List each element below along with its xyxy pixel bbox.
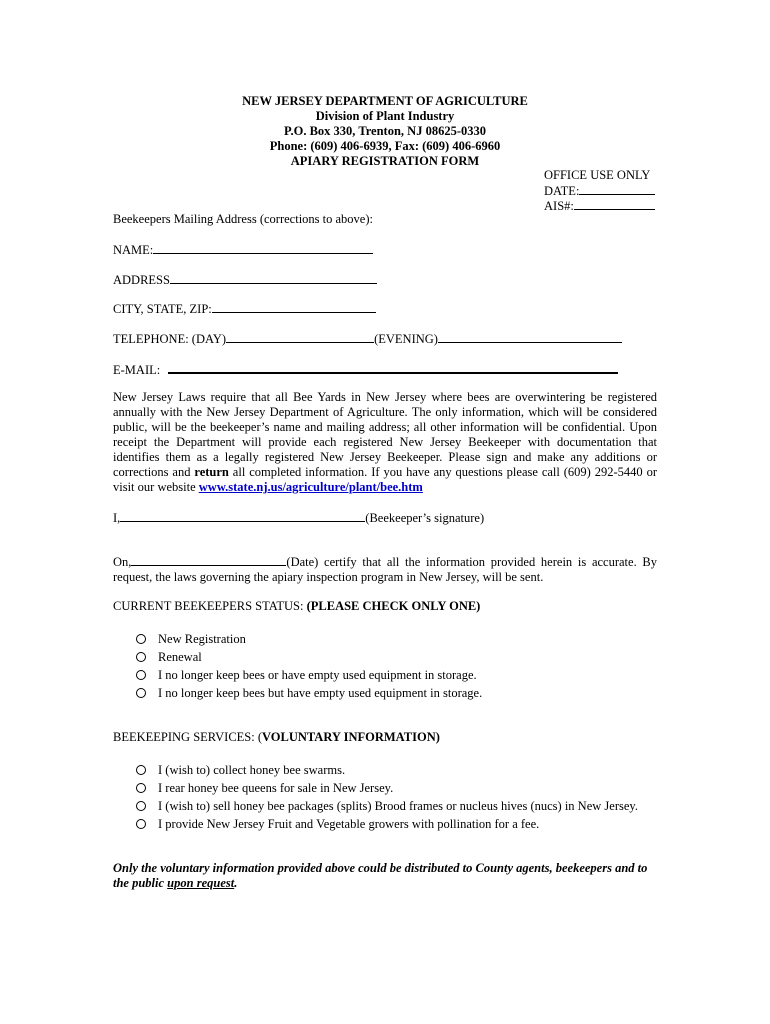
status-option[interactable] [136,650,202,665]
services-heading-text: BEEKEEPING SERVICES: ( [113,730,262,744]
mailing-heading: Beekeepers Mailing Address (corrections to above): [113,212,373,226]
telephone-day-field[interactable] [226,331,374,343]
service-option[interactable] [136,817,539,832]
status-heading [113,599,480,614]
office-date-label: DATE: [544,184,580,198]
return-word: return [194,465,229,479]
service-option-label: I (wish to) collect honey bee swarms. [158,763,346,777]
footer-end: . [234,876,238,890]
service-option-label: I provide New Jersey Fruit and Vegetable growers with pollination for a fee. [158,817,540,831]
name-label: NAME: [113,243,154,257]
address-row [113,272,377,288]
radio-icon[interactable] [136,765,146,775]
name-row [113,242,373,258]
certify-paragraph [113,554,657,585]
office-use-title: OFFICE USE ONLY [544,168,651,182]
radio-icon[interactable] [136,634,146,644]
email-label: E-MAIL: [113,363,161,377]
status-option[interactable] [136,632,246,647]
law-paragraph [113,390,657,495]
signature-prefix: I, [113,511,121,525]
radio-icon[interactable] [136,783,146,793]
status-option-label: I no longer keep bees or have empty used equipment in storage. [158,668,477,682]
email-field[interactable] [168,361,618,374]
radio-icon[interactable] [136,801,146,811]
email-row [113,361,618,378]
service-option-label: I (wish to) sell honey bee packages (splits) Brood frames or nucleus hives (nucs) in New Jersey. [158,799,638,813]
status-option[interactable] [136,668,477,683]
law-text-1: New Jersey Laws require that all Bee Yards in New Jersey where bees are overwintering be registered annually with the New Jersey Department of Agriculture. The only information, which will be considered public, will be the beekeeper’s name and mailing address; all other information will be confidential. Upon receipt the Department will provide each registered New Jersey Beekeeper with documentation that identifies them as a legally registered New Jersey Beekeeper. Please sign and make any additions or corrections and [113,390,657,479]
services-heading [113,730,440,745]
office-ais [544,198,655,214]
signature-row [113,510,484,526]
status-heading-text: CURRENT BEEKEEPERS STATUS: [113,599,307,613]
law-text-2: all completed information. If you have any questions please call (609) 292-5440 or visit our website [113,465,657,494]
radio-icon[interactable] [136,688,146,698]
footer-note [113,861,657,891]
status-option[interactable] [136,686,482,701]
address-label: ADDRESS [113,273,170,287]
form-title: APIARY REGISTRATION FORM [290,154,480,168]
header-division: Division of Plant Industry [315,109,455,123]
service-option-label: I rear honey bee queens for sale in New Jersey. [158,781,394,795]
signature-field[interactable] [120,510,365,522]
status-heading-bold: (PLEASE CHECK ONLY ONE) [306,599,481,613]
certify-prefix: On, [113,555,132,569]
office-ais-line[interactable] [574,198,655,210]
city-label: CITY, STATE, ZIP: [113,302,212,316]
name-field[interactable] [153,242,373,254]
signature-label: (Beekeeper’s signature) [365,511,485,525]
telephone-row [113,331,622,347]
services-heading-end: ) [435,730,440,744]
city-row [113,301,376,317]
office-date-line[interactable] [579,183,655,195]
footer-text: Only the voluntary information provided above could be distributed to County agents, beekeepers and to the public [113,861,648,890]
telephone-evening-field[interactable] [438,331,622,343]
service-option[interactable] [136,799,638,814]
status-option-label: Renewal [158,650,202,664]
address-field[interactable] [170,272,377,284]
city-field[interactable] [212,301,376,313]
service-option[interactable] [136,763,345,778]
status-option-label: I no longer keep bees but have empty used equipment in storage. [158,686,483,700]
header-phone: Phone: (609) 406-6939, Fax: (609) 406-6960 [269,139,501,153]
office-date [544,183,655,199]
certify-date-field[interactable] [131,554,286,566]
radio-icon[interactable] [136,819,146,829]
radio-icon[interactable] [136,652,146,662]
header-address: P.O. Box 330, Trenton, NJ 08625-0330 [284,124,486,138]
service-option[interactable] [136,781,393,796]
status-option-label: New Registration [158,632,246,646]
telephone-evening-label: (EVENING) [374,332,438,346]
website-link[interactable]: www.state.nj.us/agriculture/plant/bee.htm [198,480,423,494]
services-heading-bold: VOLUNTARY INFORMATION [262,730,436,744]
radio-icon[interactable] [136,670,146,680]
certify-text: (Date) certify that all the information provided herein is accurate. By request, the laws governing the apiary inspection program in New Jersey, will be sent. [113,555,657,584]
footer-upon-request: upon request [167,876,235,890]
office-ais-label: AIS#: [544,199,574,213]
header-dept: NEW JERSEY DEPARTMENT OF AGRICULTURE [242,94,528,108]
telephone-day-label: TELEPHONE: (DAY) [113,332,227,346]
